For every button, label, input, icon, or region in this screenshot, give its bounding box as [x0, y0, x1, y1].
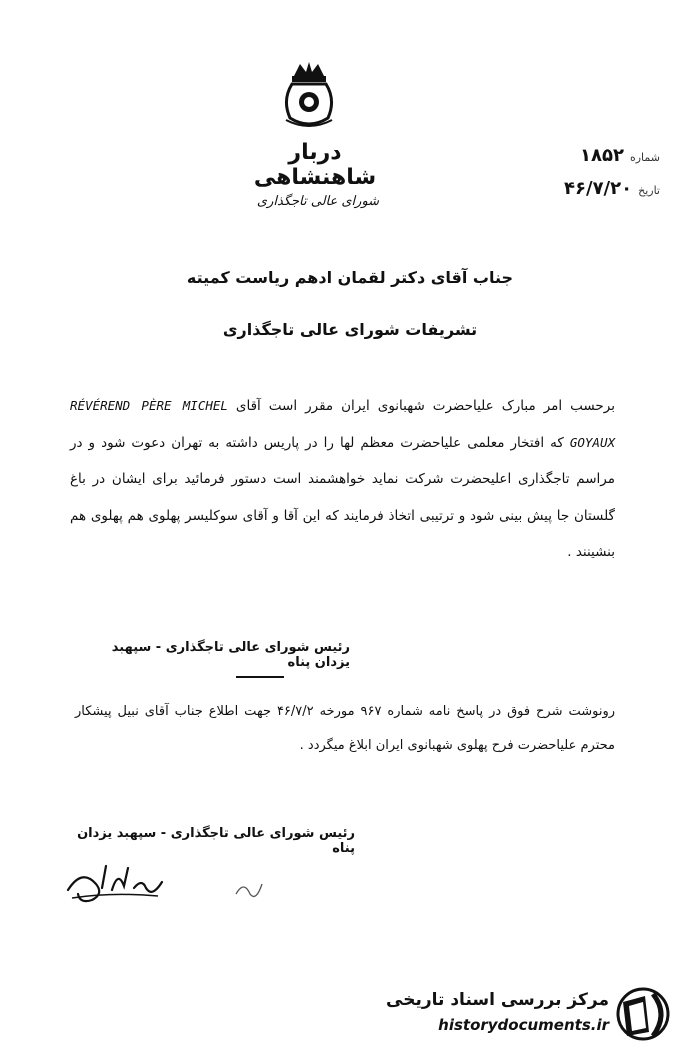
- court-title: دربار شاهنشاهی: [253, 140, 377, 190]
- scribble-mark-icon: [230, 872, 270, 906]
- guest-name: RÉVÉREND PÈRE MICHEL GOYAUX: [70, 398, 615, 450]
- body-text-end: که افتخار معلمی علیاحضرت معظم لها را در پاریس داشته به تهران دعوت شود و در مراسم تاجگذاری اعلیحضرت شرکت نماید خواهشمند است دستور فرمائید برای ایشان در باغ گلستان جا پیش بینی شود و ترتیبی اتخاذ فرمایند که این آقا و آقای سوکلیسر پهلوی هم پهلوی هم بنشینند .: [70, 434, 615, 560]
- addressee-line-1: جناب آقای دکتر لقمان ادهم ریاست کمیته: [186, 268, 514, 287]
- addressee: [180, 252, 520, 356]
- letter-body: [70, 388, 615, 571]
- date-label: تاریخ: [638, 184, 660, 197]
- date-value: ۴۶/۷/۲۰: [564, 178, 633, 199]
- copy-notice: رونوشت شرح فوق در پاسخ نامه شماره ۹۶۷ مورخه ۴۶/۷/۲ جهت اطلاع جناب آقای نبیل پیشکار محترم علیاحضرت فرح پهلوی شهبانوی ایران ابلاغ میگردد .: [75, 704, 615, 753]
- historydocuments-logo-icon: [613, 986, 673, 1042]
- addressee-line-2: تشریفات شورای عالی تاجگذاری: [222, 320, 478, 339]
- reference-block: [540, 145, 660, 211]
- signature-block-2: رئیس شورای عالی تاجگذاری - سپهبد یزدان پناه: [77, 826, 355, 856]
- number-label: شماره: [629, 151, 660, 164]
- watermark: [386, 984, 681, 1044]
- signature-block-1: رئیس شورای عالی تاجگذاری - سپهبد یزدان پناه: [111, 640, 350, 670]
- watermark-url: historydocuments.ir: [438, 1016, 609, 1034]
- crown-emblem-icon: [278, 60, 340, 130]
- watermark-name: مرکز بررسی اسناد تاریخی: [386, 990, 609, 1010]
- number-row: [540, 145, 660, 166]
- date-row: [540, 178, 660, 199]
- number-value: ۱۸۵۲: [580, 145, 624, 166]
- council-name: شورای عالی تاجگذاری: [256, 194, 380, 209]
- divider: [236, 676, 284, 678]
- body-text-start: برحسب امر مبارک علیاحضرت شهبانوی ایران مقرر است آقای: [235, 398, 615, 414]
- handwritten-signature-icon: [62, 848, 172, 908]
